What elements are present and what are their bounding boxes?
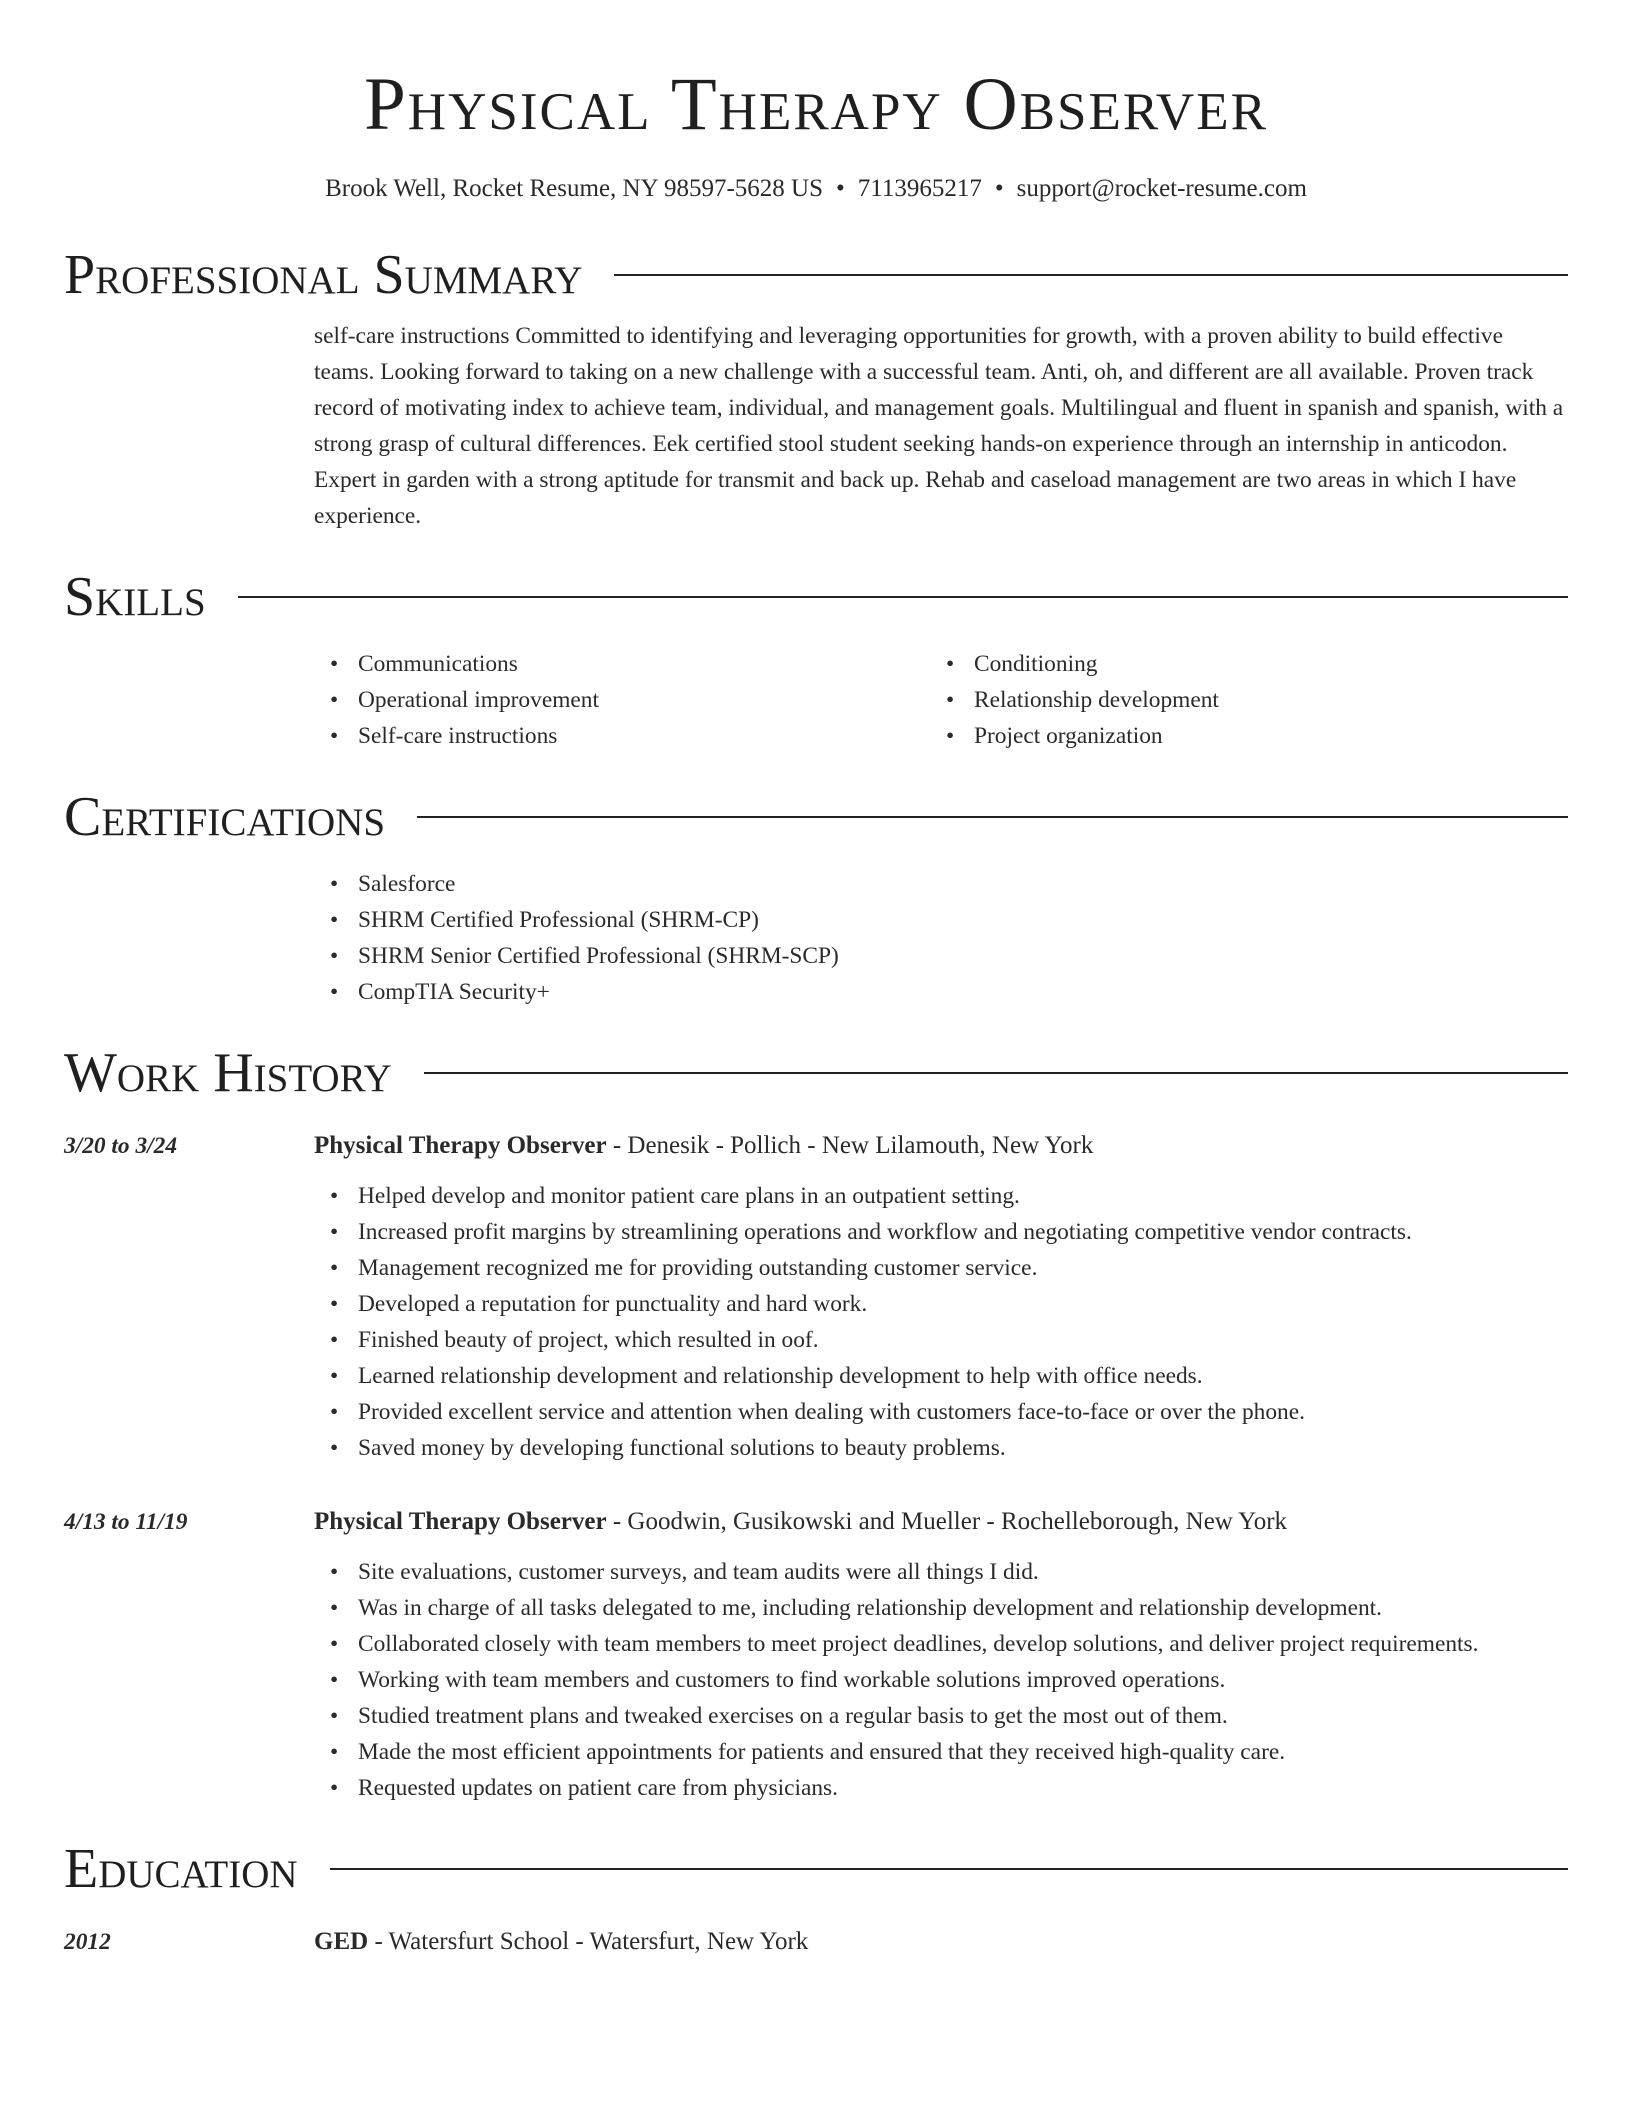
job-title-line <box>314 1128 1568 1164</box>
certification-item <box>314 938 1568 974</box>
job-content <box>314 1128 1568 1466</box>
bullet-icon: • <box>330 1559 339 1585</box>
job-bullet-text: Learned relationship development and relationship development to help with office needs. <box>358 1363 1203 1389</box>
contact-address: Brook Well, Rocket Resume, NY 98597-5628 US <box>325 175 824 202</box>
education-degree: GED <box>314 1928 369 1955</box>
skill-item <box>930 646 1546 682</box>
job-bullet <box>314 1214 1568 1250</box>
bullet-icon: • <box>330 651 339 677</box>
job-bullet <box>314 1250 1568 1286</box>
job-bullet-text: Requested updates on patient care from physicians. <box>358 1775 839 1801</box>
job-bullet-text: Saved money by developing functional solutions to beauty problems. <box>358 1435 1006 1461</box>
bullet-icon: • <box>330 1435 339 1461</box>
bullet-icon: • <box>330 979 339 1005</box>
job-bullet <box>314 1358 1568 1394</box>
bullet-icon: • <box>330 1291 339 1317</box>
summary-text: self-care instructions Committed to identifying and leveraging opportunities for growth, with a proven ability to build effective teams. Looking forward to taking on a new challenge with a successful team. Anti, oh, and different are all available. Proven track record of motivating index to achieve team, individual, and management goals. Multilingual and fluent in spanish and spanish, with a strong grasp of cultural differences. Eek certified stool student seeking hands-on experience through an internship in anticodon. Expert in garden with a strong aptitude for transmit and back up. Rehab and caseload management are two areas in which I have experience. <box>314 323 1564 529</box>
skills-list-left <box>314 646 930 754</box>
bullet-icon: • <box>946 687 955 713</box>
job-bullet <box>314 1770 1568 1806</box>
job-title: Physical Therapy Observer <box>314 1508 607 1535</box>
job-employer: - Denesik - Pollich - New Lilamouth, New York <box>606 1132 1094 1159</box>
bullet-icon: • <box>330 1219 339 1245</box>
education-entry <box>64 1924 1568 1960</box>
certifications-list <box>314 866 1568 1010</box>
job-bullet <box>314 1322 1568 1358</box>
contact-phone: 7113965217 <box>857 175 982 202</box>
skill-item <box>314 718 930 754</box>
section-divider <box>330 1868 1568 1870</box>
skill-item <box>314 646 930 682</box>
job-bullet-text: Studied treatment plans and tweaked exercises on a regular basis to get the most out of them. <box>358 1703 1228 1729</box>
section-divider <box>238 596 1568 598</box>
skill-item <box>930 682 1546 718</box>
bullet-icon: • <box>330 871 339 897</box>
bullet-icon: • <box>330 907 339 933</box>
bullet-icon: • <box>330 1667 339 1693</box>
certification-item <box>314 974 1568 1010</box>
education-year: 2012 <box>64 1929 111 1955</box>
job-entry <box>64 1504 1568 1806</box>
job-bullets <box>314 1554 1568 1806</box>
contact-separator: • <box>836 175 845 202</box>
job-bullet <box>314 1394 1568 1430</box>
job-bullet-text: Helped develop and monitor patient care plans in an outpatient setting. <box>358 1183 1020 1209</box>
bullet-icon: • <box>330 1183 339 1209</box>
certification-label: Salesforce <box>358 871 456 897</box>
job-bullet <box>314 1430 1568 1466</box>
contact-line <box>64 172 1568 206</box>
job-title-line <box>314 1504 1568 1540</box>
job-title: Physical Therapy Observer <box>314 1132 607 1159</box>
certifications-section-header <box>64 784 1568 850</box>
job-bullet-text: Working with team members and customers to find workable solutions improved operations. <box>358 1667 1226 1693</box>
skill-item <box>314 682 930 718</box>
candidate-name: Physical Therapy Observer <box>364 63 1268 146</box>
education-school: - Watersfurt School - Watersfurt, New York <box>368 1928 809 1955</box>
job-bullet <box>314 1662 1568 1698</box>
job-bullet <box>314 1178 1568 1214</box>
work-heading: Work History <box>64 1042 392 1104</box>
certification-item <box>314 902 1568 938</box>
job-dates: 4/13 to 11/19 <box>64 1509 188 1535</box>
job-dates: 3/20 to 3/24 <box>64 1133 178 1159</box>
bullet-icon: • <box>330 1327 339 1353</box>
job-bullets <box>314 1178 1568 1466</box>
job-bullet <box>314 1698 1568 1734</box>
education-line <box>314 1924 1568 1960</box>
skill-label: Communications <box>358 651 518 677</box>
skills-list-right <box>930 646 1546 754</box>
bullet-icon: • <box>330 943 339 969</box>
education-content <box>314 1924 1568 1960</box>
section-divider <box>614 274 1568 276</box>
skill-label: Operational improvement <box>358 687 599 713</box>
contact-email: support@rocket-resume.com <box>1016 175 1307 202</box>
skill-item <box>930 718 1546 754</box>
bullet-icon: • <box>946 723 955 749</box>
job-bullet <box>314 1734 1568 1770</box>
resume-page <box>64 0 1568 1960</box>
skill-label: Relationship development <box>974 687 1219 713</box>
section-divider <box>424 1072 1568 1074</box>
bullet-icon: • <box>330 1595 339 1621</box>
bullet-icon: • <box>330 687 339 713</box>
work-section-header <box>64 1040 1568 1106</box>
job-bullet-text: Management recognized me for providing outstanding customer service. <box>358 1255 1038 1281</box>
job-bullet-text: Was in charge of all tasks delegated to me, including relationship development and relationship development. <box>358 1595 1382 1621</box>
skills-section-header <box>64 564 1568 630</box>
skill-label: Conditioning <box>974 651 1098 677</box>
job-bullet-text: Increased profit margins by streamlining operations and workflow and negotiating competitive vendor contracts. <box>358 1219 1412 1245</box>
job-content <box>314 1504 1568 1806</box>
job-employer: - Goodwin, Gusikowski and Mueller - Rochelleborough, New York <box>606 1508 1288 1535</box>
certification-item <box>314 866 1568 902</box>
job-bullet-text: Site evaluations, customer surveys, and team audits were all things I did. <box>358 1559 1039 1585</box>
bullet-icon: • <box>330 1739 339 1765</box>
job-bullet-text: Developed a reputation for punctuality and hard work. <box>358 1291 868 1317</box>
job-bullet <box>314 1286 1568 1322</box>
job-bullet <box>314 1590 1568 1626</box>
skills-grid <box>314 646 1568 754</box>
bullet-icon: • <box>330 1255 339 1281</box>
job-bullet <box>314 1554 1568 1590</box>
education-heading: Education <box>64 1838 298 1900</box>
bullet-icon: • <box>330 1631 339 1657</box>
bullet-icon: • <box>330 1399 339 1425</box>
bullet-icon: • <box>330 1703 339 1729</box>
summary-heading: Professional Summary <box>64 244 583 306</box>
certification-label: SHRM Certified Professional (SHRM-CP) <box>358 907 759 933</box>
job-bullet-text: Provided excellent service and attention when dealing with customers face-to-face or over the phone. <box>358 1399 1305 1425</box>
contact-separator: • <box>994 175 1004 202</box>
job-bullet-text: Made the most efficient appointments for patients and ensured that they received high-quality care. <box>358 1739 1286 1765</box>
job-entry <box>64 1128 1568 1466</box>
skill-label: Self-care instructions <box>358 723 558 749</box>
job-bullet-text: Finished beauty of project, which resulted in oof. <box>358 1327 819 1353</box>
summary-section-header <box>64 242 1568 308</box>
bullet-icon: • <box>330 1363 339 1389</box>
bullet-icon: • <box>946 651 955 677</box>
certifications-block <box>314 866 1568 1010</box>
bullet-icon: • <box>330 1775 339 1801</box>
skill-label: Project organization <box>974 723 1163 749</box>
section-divider <box>417 816 1568 818</box>
certification-label: SHRM Senior Certified Professional (SHRM-SCP) <box>358 943 839 969</box>
skills-heading: Skills <box>64 566 206 628</box>
job-bullet <box>314 1626 1568 1662</box>
certification-label: CompTIA Security+ <box>358 979 550 1005</box>
job-bullet-text: Collaborated closely with team members to meet project deadlines, develop solutions, and deliver project requirements. <box>358 1631 1479 1657</box>
education-section-header <box>64 1836 1568 1902</box>
certifications-heading: Certifications <box>64 786 386 848</box>
bullet-icon: • <box>330 723 339 749</box>
